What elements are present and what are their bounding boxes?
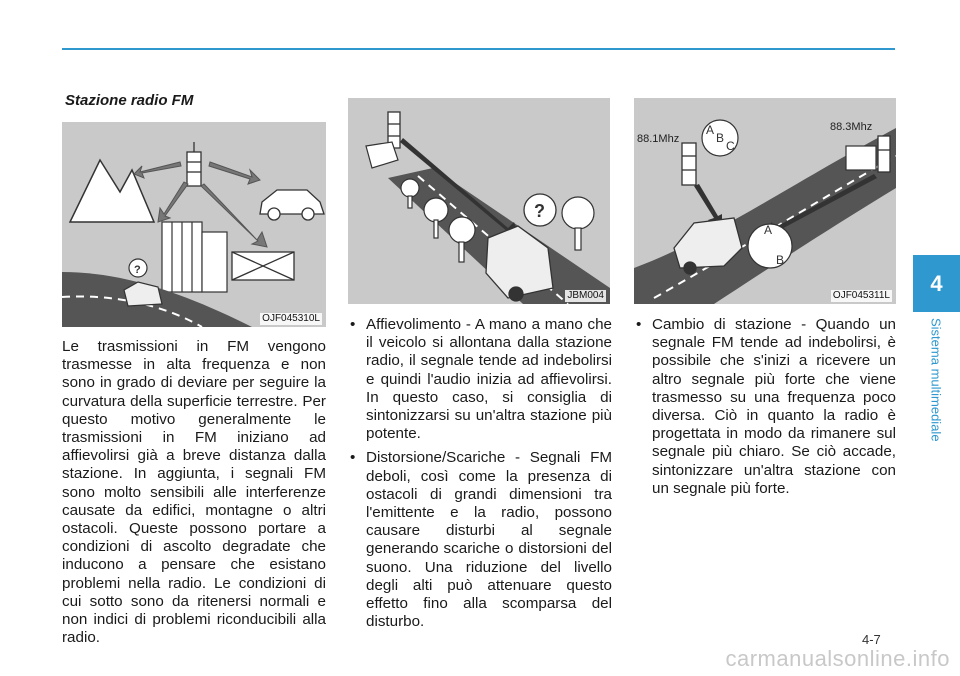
intro-paragraph: Le trasmissioni in FM vengono trasmesse in alta frequenza e non sono in grado di deviare per seguire la curvatura della superficie terrestre. Per questo motivo generalmente le trasmissioni in FM iniziano ad affievolirsi già a breve distanza dalla stazione. In aggiunta, i segnali FM sono molto sensibili alle interferenze causate da edifici, montagne o altri ostacoli. Queste possono portare a condizioni di ascolto degradate che inducono a pensare che esistano problemi nella radio. Le condizioni di cui sotto sono da ritenersi normali e non indici di problemi riconducibili alla radio. [62, 338, 326, 647]
fm-station-illustration [62, 122, 326, 327]
chapter-title: Sistema multimediale [928, 318, 944, 442]
bullet-fading: • Affievolimento - A mano a mano che il veicolo si allontana dalla stazione radio, il segnale tende ad indebolirsi e quindi l'audio inizia ad affievolirsi. In questo caso, si consiglia di sintonizzarsi su un'altra stazione più potente. [348, 316, 612, 443]
figure-station-swap [634, 98, 896, 304]
fading-question-mark: ? [534, 201, 545, 221]
freq-left-label: 88.1Mhz [637, 133, 680, 145]
bubble-letter-b: B [716, 131, 725, 145]
page-number: 4-7 [862, 632, 881, 647]
column2-bullet-list [348, 316, 612, 637]
bubble-letter-c: C [726, 139, 735, 153]
bubble-letter-b: B [776, 253, 785, 267]
bubble-letter-a: A [706, 123, 715, 137]
chapter-tab[interactable] [913, 255, 960, 312]
station-swap-illustration [634, 98, 896, 304]
figure-code: JBM004 [567, 290, 604, 301]
figure-code: OJF045310L [262, 313, 320, 324]
bubble-letter-a: A [764, 223, 773, 237]
header-rule [62, 48, 895, 50]
fading-illustration [348, 98, 610, 304]
chapter-number: 4 [930, 270, 943, 296]
freq-right-label: 88.3Mhz [830, 121, 873, 133]
section-title: Stazione radio FM [65, 92, 194, 109]
figure-fading [348, 98, 610, 304]
bullet-distortion: • Distorsione/Scariche - Segnali FM deboli, così come la presenza di ostacoli di grandi dimensioni tra l'emittente e la radio, possono causare disturbi al segnale generando scariche o distorsioni del suono. Una riduzione del livello degli alti può attenuare questo effetto fino alla scomparsa del disturbo. [348, 449, 612, 631]
figure-fm-station [62, 122, 326, 327]
column3-bullet-list [634, 316, 896, 504]
figure-code: OJF045311L [832, 290, 890, 301]
svg-text:?: ? [134, 264, 141, 276]
watermark: carmanualsonline.info [725, 646, 950, 671]
bullet-station-swap: • Cambio di stazione - Quando un segnale FM tende ad indebolirsi, è possibile che s'inizi a ricevere un altro segnale più forte che viene trasmesso su una frequenza poco diversa. Ciò in quanto la radio è progettata in modo da rimanere sul segnale più chiaro. Se ciò accade, sintonizzare un'altra stazione con un segnale più forte. [634, 316, 896, 498]
